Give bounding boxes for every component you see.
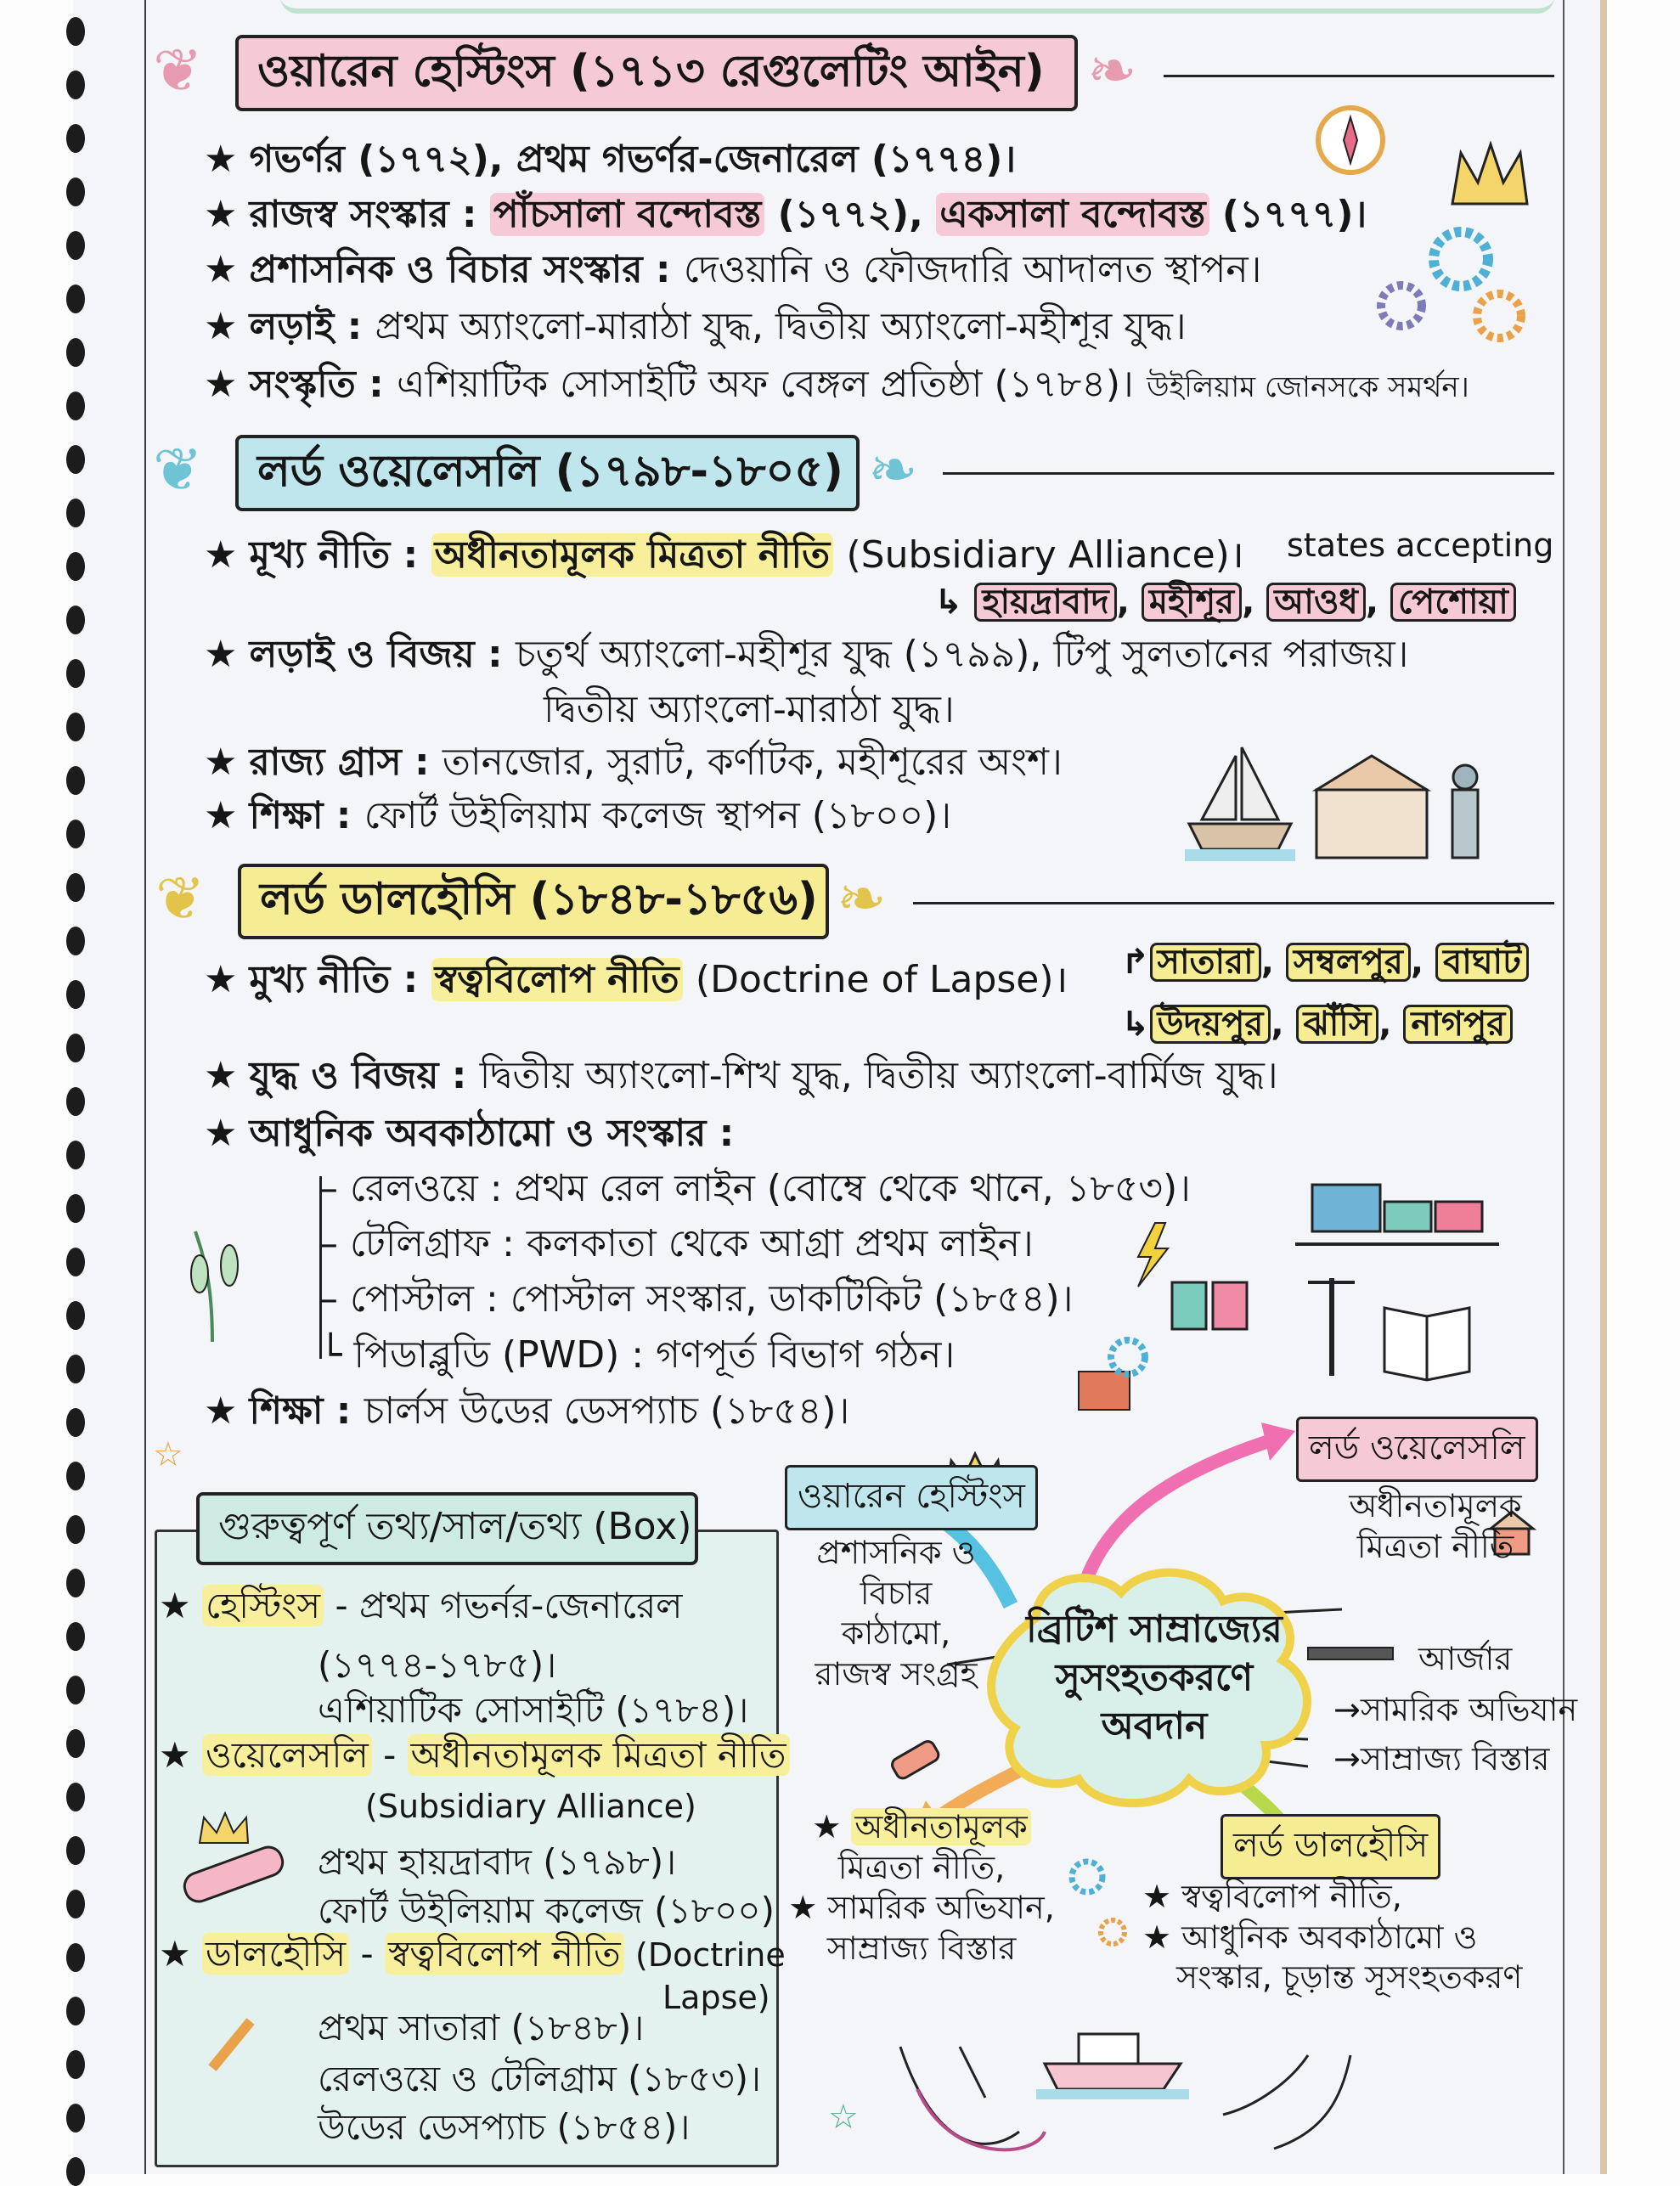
item-text: (Doctrine of Lapse)।	[695, 958, 1068, 1001]
mindmap-hastings-points	[798, 1533, 994, 1694]
fact-text: প্রথম সাতারা (১৮৪৮)।	[318, 2007, 645, 2048]
dalhousie-states-row-1: ↱ সাতারা , সম্বলপুর , বাঘাট	[1121, 943, 1529, 982]
item-text: গভর্ণর (১৭৭২), প্রথম গভর্ণর-জেনারেল (১৭৭৪)।	[249, 138, 1017, 181]
state-tag: নাগপুর	[1403, 1005, 1513, 1044]
train-icon	[1295, 1185, 1499, 1244]
star-bullet-icon: ★	[159, 1734, 191, 1776]
point-text: মিত্রতা নীতি	[1356, 1527, 1514, 1565]
arrow-head	[1261, 1423, 1295, 1461]
center-text: ব্রিটিশ সাম্রাজ্যের	[1026, 1608, 1283, 1651]
fact-text: এশিয়াটিক সোসাইটি (১৭৮৪)।	[318, 1689, 749, 1731]
star-bullet-icon: ★	[204, 794, 238, 837]
point-text: মিত্রতা নীতি,	[837, 1848, 1006, 1886]
center-text: অবদান	[1101, 1704, 1208, 1749]
steamship-icon	[1036, 2034, 1189, 2099]
star-bullet-icon: ★	[204, 958, 238, 1001]
binding-hole	[66, 338, 85, 367]
state-tag: আওধ	[1266, 583, 1366, 622]
previous-section-box	[280, 0, 1554, 14]
binding-hole	[66, 124, 85, 153]
infra-item: – পোস্টাল : পোস্টাল সংস্কার, ডাকটিকিট (১৮৫৪)।	[319, 1277, 1074, 1321]
state-tag: মহীশূর	[1142, 583, 1242, 622]
ornament-left: ❦	[153, 36, 203, 105]
mindmap-bottom-left-points: ★ অধীনতামূলক মিত্রতা নীতি, ★ সামরিক অভিযান, সাম্রাজ্য বিস্তার	[786, 1807, 1057, 1969]
state-tag: পেশোয়া	[1390, 583, 1516, 622]
fact-text: - প্রথম গভর্নর-জেনারেল	[335, 1585, 683, 1626]
item-label: আধুনিক অবকাঠামো ও সংস্কার :	[249, 1112, 735, 1155]
item-text: (১৭৭৭)।	[1221, 193, 1367, 236]
binding-hole	[66, 659, 85, 688]
binding-hole	[66, 177, 85, 206]
pencil-icon	[212, 2021, 251, 2068]
infra-text: পিডাব্লুডি (PWD) : গণপূর্ত বিভাগ গঠন।	[353, 1333, 956, 1377]
scroll-icon	[181, 1844, 286, 1906]
fact-text: (১৭৭৪-১৭৮৫)।	[318, 1644, 557, 1686]
mindmap-dalhousie-points: ★ স্বত্ববিলোপ নীতি, ★ আধুনিক অবকাঠামো ও সংস্কার, চূড়ান্ত সূসংহতকরণ	[1142, 1877, 1522, 1998]
star-bullet-icon: ★	[204, 633, 238, 676]
wellesley-war-2: দ্বিতীয় অ্যাংলো-মারাঠা যুদ্ধ।	[544, 688, 955, 731]
section-title-wellesley: লর্ড ওয়েলেসলি (১৭৯৮-১৮০৫)	[235, 435, 860, 511]
divider	[1164, 75, 1554, 77]
book-icon	[1384, 1308, 1469, 1380]
item-label: লড়াই :	[249, 305, 363, 348]
star-bullet-icon: ★	[159, 1933, 191, 1975]
binding-hole	[66, 1141, 85, 1169]
highlight: পাঁচসালা বন্দোবস্ত	[490, 193, 764, 236]
item-text: চার্লস উডের ডেসপ্যাচ (১৮৫৪)।	[364, 1389, 850, 1433]
point-text: আধুনিক অবকাঠামো ও	[1181, 1918, 1478, 1956]
binding-hole	[66, 980, 85, 1009]
wellesley-annex	[204, 741, 1063, 784]
mindmap-center	[995, 1605, 1313, 1751]
gear-icon	[1111, 1340, 1145, 1374]
item-text: (Subsidiary Alliance)।	[846, 533, 1244, 577]
star-bullet-icon: ★	[204, 741, 238, 784]
point-text: কাঠামো,	[841, 1614, 951, 1652]
hastings-item-1	[204, 138, 1017, 181]
star-bullet-icon: ★	[204, 138, 238, 181]
item-label: রাজস্ব সংস্কার :	[249, 193, 477, 236]
binding-hole	[66, 713, 85, 741]
item-note: উইলিয়াম জোনসকে সমর্থন।	[1147, 370, 1469, 404]
mindmap-right-point: →সাম্রাজ্য বিস্তার	[1333, 1740, 1550, 1778]
star-bullet-icon: ★	[204, 533, 238, 577]
binding-hole	[66, 2050, 85, 2079]
highlight: অধীনতামূলক মিত্রতা নীতি	[408, 1734, 790, 1776]
binding-hole	[66, 1248, 85, 1276]
mindmap-label-wellesley: লর্ড ওয়েলেসলি	[1296, 1417, 1538, 1482]
states-note: states accepting	[1287, 527, 1554, 564]
infra-text: টেলিগ্রাফ : কলকাতা থেকে আগ্রা প্রথম লাইন।	[350, 1222, 1034, 1265]
binding-hole	[66, 1194, 85, 1223]
divider	[913, 902, 1554, 904]
item-label: রাজ্য গ্রাস :	[249, 741, 430, 784]
highlight: ডালহৌসি	[202, 1933, 349, 1975]
binding-hole	[66, 285, 85, 313]
fact-text: ফোর্ট উইলিয়াম কলেজ (১৮০০)	[318, 1890, 775, 1931]
item-label: শিক্ষা :	[249, 794, 352, 837]
binding-hole	[66, 1301, 85, 1330]
hastings-item-3	[204, 248, 1262, 291]
crown-icon	[200, 1813, 248, 1843]
binding-hole	[66, 1890, 85, 1918]
state-tag: উদয়পুর	[1150, 1005, 1271, 1044]
item-label: প্রশাসনিক ও বিচার সংস্কার :	[249, 248, 671, 291]
ornament-right: ❧	[868, 435, 918, 504]
binding-hole	[66, 1622, 85, 1651]
fact-hastings	[159, 1585, 683, 1626]
dalhousie-war	[204, 1054, 1278, 1097]
item-text: দ্বিতীয় অ্যাংলো-শিখ যুদ্ধ, দ্বিতীয় অ্যাংলো-বার্মিজ যুদ্ধ।	[479, 1054, 1278, 1097]
gear-icon	[1072, 1862, 1125, 1944]
binding-hole	[66, 1676, 85, 1704]
decor-hastings	[1308, 93, 1563, 348]
mindmap-label-dalhousie: লর্ড ডালহৌসি	[1221, 1814, 1440, 1879]
state-tag: বাঘাট	[1435, 943, 1529, 982]
point-text: অধীনতামূলক	[1349, 1487, 1522, 1524]
state-tag: হায়দ্রাবাদ	[974, 583, 1116, 622]
binding-hole	[66, 1569, 85, 1597]
binding-hole	[66, 552, 85, 581]
point-text: রাজস্ব সংগ্রহ	[815, 1654, 978, 1693]
item-label: লড়াই ও বিজয় :	[249, 633, 503, 676]
arrow-icon: ↳	[934, 583, 975, 622]
binding-hole	[66, 820, 85, 848]
state-tag: সম্বলপুর	[1286, 943, 1411, 982]
item-text: প্রথম অ্যাংলো-মারাঠা যুদ্ধ, দ্বিতীয় অ্যাংলো-মহীশূর যুদ্ধ।	[375, 305, 1187, 348]
binding-hole	[66, 70, 85, 99]
point-text: সামরিক অভিযান,	[827, 1889, 1055, 1926]
item-text: এশিয়াটিক সোসাইটি অফ বেঙ্গল প্রতিষ্ঠা (১৭৮৪)।	[397, 363, 1134, 406]
binding-hole	[66, 1462, 85, 1490]
binding-hole	[66, 1783, 85, 1811]
highlight: অধীনতামূলক মিত্রতা নীতি	[431, 533, 834, 577]
soldier-icon	[1452, 765, 1478, 858]
item-label: যুদ্ধ ও বিজয় :	[249, 1054, 467, 1097]
state-tag: সাতারা	[1150, 943, 1261, 982]
binding-hole	[66, 445, 85, 474]
gear-icon	[1381, 232, 1521, 338]
arrow-icon: ↱	[1121, 943, 1150, 982]
binding-hole	[66, 17, 85, 46]
binding-hole	[66, 2157, 85, 2186]
fact-text: (Doctrine	[635, 1936, 786, 1974]
star-doodle-icon: ☆	[828, 2098, 859, 2137]
arrow-icon: ↳	[1121, 1005, 1150, 1044]
crown-icon	[1452, 144, 1527, 204]
fact-box-title: গুরুত্বপূর্ণ তথ্য/সাল/তথ্য (Box)	[196, 1492, 698, 1565]
point-text: সংস্কার, চূড়ান্ত সূসংহতকরণ	[1176, 1958, 1523, 1996]
item-label: মুখ্য নীতি :	[249, 958, 419, 1001]
section-title-hastings: ওয়ারেন হেস্টিংস (১৭১৩ রেগুলেটিং আইন)	[235, 35, 1078, 111]
building-icon	[1316, 756, 1427, 858]
mindmap-label-hastings: ওয়ারেন হেস্টিংস	[785, 1465, 1038, 1530]
star-bullet-icon: ★	[204, 1112, 238, 1155]
highlight: স্বত্ববিলোপ নীতি	[385, 1933, 624, 1975]
decor-wellesley	[1181, 730, 1520, 866]
infra-item: – টেলিগ্রাফ : কলকাতা থেকে আগ্রা প্রথম লাইন।	[319, 1222, 1034, 1265]
binding-hole	[66, 1515, 85, 1544]
star-bullet-icon: ★	[204, 1054, 238, 1097]
wellesley-states: ↳ হায়দ্রাবাদ , মহীশূর , আওধ , পেশোয়া	[934, 583, 1516, 622]
stamp-icon	[1172, 1282, 1247, 1329]
highlight: ওয়েলেসলি	[202, 1734, 372, 1776]
binding-hole	[66, 606, 85, 634]
fact-text: উডের ডেসপ্যাচ (১৮৫৪)।	[318, 2106, 691, 2148]
point-text: প্রশাসনিক ও	[816, 1534, 976, 1571]
telegraph-pole-icon	[1308, 1278, 1355, 1376]
hastings-item-5	[204, 363, 1469, 406]
state-tag: ঝাঁসি	[1296, 1005, 1379, 1044]
binding-hole	[66, 927, 85, 955]
point-text: স্বত্ববিলোপ নীতি,	[1181, 1878, 1402, 1915]
fact-text: Lapse)	[662, 1979, 770, 2016]
mindmap-right-point: →সামরিক অভিযান	[1333, 1691, 1578, 1728]
binding-hole	[66, 1408, 85, 1437]
ship-icon	[1185, 747, 1295, 861]
star-bullet-icon: ★	[204, 193, 238, 236]
item-text: তানজোর, সুরাট, কর্ণাটক, মহীশূরের অংশ।	[442, 741, 1063, 784]
binding-hole	[66, 1997, 85, 2025]
binding-hole	[66, 1943, 85, 1972]
wellesley-war	[204, 633, 1409, 676]
binding-hole	[66, 231, 85, 260]
point-text: সামরিক অভিযান	[1360, 1691, 1578, 1728]
ornament-left: ❦	[153, 435, 203, 504]
star-bullet-icon: ★	[204, 1389, 238, 1433]
fact-text: রেলওয়ে ও টেলিগ্রাম (১৮৫৩)।	[318, 2058, 761, 2099]
infra-text: রেলওয়ে : প্রথম রেল লাইন (বোম্বে থেকে থানে, ১৮৫৩)।	[350, 1167, 1191, 1210]
binding-hole	[66, 499, 85, 527]
star-doodle-icon: ☆	[153, 1435, 183, 1474]
divider	[943, 472, 1554, 475]
ornament-right: ❧	[1087, 36, 1137, 105]
binding-hole	[66, 1087, 85, 1116]
binding-hole	[66, 766, 85, 795]
fact-dalhousie: ★ ডালহৌসি - স্বত্ববিলোপ নীতি (Doctrine	[159, 1933, 786, 1975]
star-bullet-icon: ★	[204, 363, 238, 406]
point-text: বিচার	[860, 1574, 933, 1612]
mindmap-wellesley-points	[1342, 1486, 1529, 1567]
binding-hole	[66, 1836, 85, 1865]
point-text: সাম্রাজ্য বিস্তার	[826, 1929, 1017, 1967]
ornament-right: ❧	[837, 864, 887, 933]
hastings-item-2	[204, 193, 1367, 236]
lightning-icon	[1138, 1223, 1168, 1287]
item-label: সংস্কৃতি :	[249, 363, 384, 406]
point-text: সাম্রাজ্য বিস্তার	[1360, 1740, 1550, 1778]
dalhousie-policy	[204, 958, 1068, 1001]
fact-text: প্রথম হায়দ্রাবাদ (১৭৯৮)।	[318, 1841, 677, 1883]
wellesley-edu	[204, 794, 952, 837]
compass-icon	[1318, 108, 1383, 172]
item-text: দেওয়ানি ও ফৌজদারি আদালত স্থাপন।	[683, 248, 1262, 291]
infra-text: পোস্টাল : পোস্টাল সংস্কার, ডাকটিকিট (১৮৫৪)।	[350, 1277, 1074, 1321]
left-margin-line	[144, 0, 146, 2174]
binding-hole	[66, 1355, 85, 1383]
item-label: শিক্ষা :	[249, 1389, 352, 1433]
section-title-dalhousie: লর্ড ডালহৌসি (১৮৪৮-১৮৫৬)	[238, 864, 829, 939]
dalhousie-states-row-2: ↳ উদয়পুর , ঝাঁসি , নাগপুর	[1121, 1005, 1513, 1044]
binding-hole	[66, 873, 85, 902]
fact-text: (Subsidiary Alliance)	[365, 1788, 696, 1825]
mindmap-right-point: আর্জার	[1418, 1640, 1513, 1677]
star-bullet-icon: ★	[159, 1585, 191, 1626]
infra-item: – রেলওয়ে : প্রথম রেল লাইন (বোম্বে থেকে থানে, ১৮৫৩)।	[319, 1167, 1191, 1210]
star-bullet-icon: ★	[204, 305, 238, 348]
item-text: ফোর্ট উইলিয়াম কলেজ স্থাপন (১৮০০)।	[364, 794, 952, 837]
decor-factbox	[170, 1809, 323, 2089]
binding-hole	[66, 392, 85, 420]
fact-wellesley: ★ ওয়েলেসলি - অধীনতামূলক মিত্রতা নীতি	[159, 1738, 790, 1773]
binding-hole	[66, 1729, 85, 1758]
binding-hole	[66, 1034, 85, 1062]
item-text: (১৭৭২),	[777, 193, 923, 236]
highlight: অধীনতামূলক	[851, 1808, 1030, 1845]
car-icon	[890, 1739, 941, 1781]
hastings-item-4	[204, 305, 1187, 348]
wellesley-policy	[204, 533, 1244, 577]
swirl	[917, 2089, 1045, 2149]
highlight: একসালা বন্দোবস্ত	[936, 193, 1209, 236]
ornament-left: ❦	[155, 864, 206, 933]
highlight: স্বত্ববিলোপ নীতি	[431, 958, 683, 1001]
item-text: চতুর্থ অ্যাংলো-মহীশূর যুদ্ধ (১৭৯৯), টিপু সুলতানের পরাজয়।	[515, 633, 1409, 676]
highlight: হেস্টিংস	[202, 1585, 324, 1626]
item-label: মূখ্য নীতি :	[249, 533, 419, 577]
leaf-icon	[191, 1231, 238, 1342]
infra-item: └ পিডাব্লুডি (PWD) : গণপূর্ত বিভাগ গঠন।	[319, 1333, 956, 1377]
binding-hole	[66, 2104, 85, 2132]
center-text: সুসংহতকরণে	[1055, 1656, 1254, 1700]
star-bullet-icon: ★	[204, 248, 238, 291]
